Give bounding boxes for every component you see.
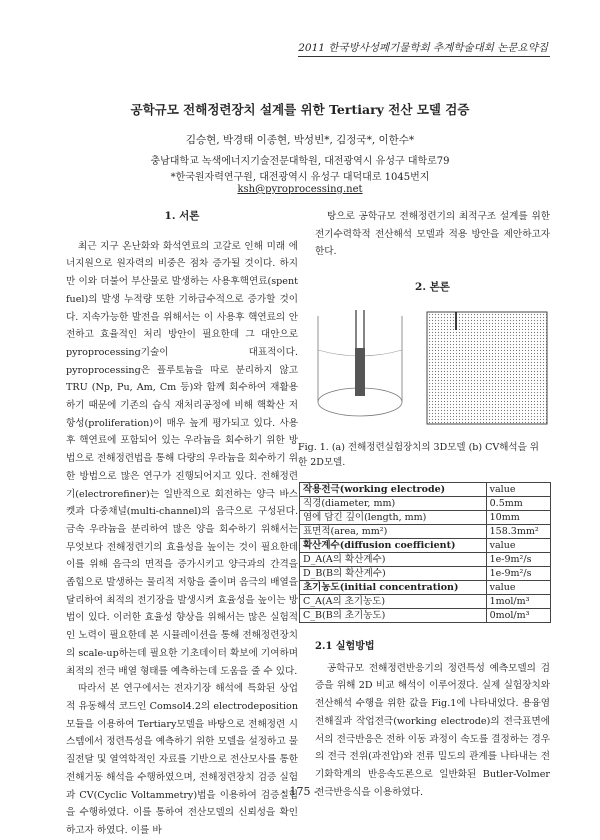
param-value: value xyxy=(486,483,550,497)
table-row xyxy=(300,539,551,553)
page-number: - 175 - xyxy=(282,785,318,798)
param-value: 1e-9m²/s xyxy=(486,567,550,581)
param-label: C_A(A의 초기농도) xyxy=(300,595,487,609)
param-label: 작용전극(working electrode) xyxy=(300,483,487,497)
author-email xyxy=(0,184,600,195)
affiliation-1: 충남대학교 녹색에너지기술전문대학원, 대전광역시 유성구 대학로79 xyxy=(150,156,450,167)
param-value: 1e-9m²/s xyxy=(486,553,550,567)
affiliation-2: *한국원자력연구원, 대전광역시 유성구 대덕대로 1045번지 xyxy=(170,172,430,183)
paper-authors: 김승현, 박경태 이종현, 박성빈*, 김정국*, 이한수* xyxy=(185,134,415,146)
paper-title: 공학규모 전해정련장치 설계를 위한 Tertiary 전산 모델 검증 xyxy=(130,102,470,117)
intro-heading: 1. 서론 xyxy=(164,210,200,222)
parameter-table xyxy=(299,482,551,623)
table-row xyxy=(300,553,551,567)
table-row xyxy=(300,595,551,609)
body-heading: 2. 본론 xyxy=(415,281,450,294)
intro-paragraph-2: 따라서 본 연구에서는 전자기장 해석에 특화된 상업적 유동해석 코드인 Comsol4.2의 electrodeposition 모듈을 이용하여 Tertiary모델을 바탕으로 전해정련 시스템에서 정련특성을 예측하기 위한 모델을 설정하고 물질전달 및 열역학적인 자료를 기반으로 전산모사를 통한 전해거동 해석을 수행하였으며, 전해정련장치 검증 실험과 CV(Cyclic Voltammetry)법을 이용하여 검증실험을 수행하였다. 이를 통하여 전산모델의 신뢰성을 확인하고자 하였다. 이를 바 xyxy=(66,683,298,836)
param-value: value xyxy=(486,539,550,553)
param-value: value xyxy=(486,581,550,595)
param-label: 초기농도(initial concentration) xyxy=(300,581,487,595)
intro-continuation: 탕으로 공학규모 전해정련기의 최적구조 설계를 위한 전기수력학적 전산해석 모델과 적용 방안을 제안하고자 한다. xyxy=(315,211,550,258)
figure-1b-2d-model xyxy=(425,310,550,428)
table-row xyxy=(300,483,551,497)
table-row xyxy=(300,497,551,511)
param-label: D_B(B의 확산계수) xyxy=(300,567,487,581)
figure-caption: Fig. 1. (a) 전해정련실험장치의 3D모델 (b) CV해석을 위한 2D모델. xyxy=(298,442,539,468)
table-row xyxy=(300,511,551,525)
param-label: 염에 담긴 깊이(length, mm) xyxy=(300,511,487,525)
table-row xyxy=(300,581,551,595)
table-row xyxy=(300,525,551,539)
param-value: 10mm xyxy=(486,511,550,525)
table-row xyxy=(300,609,551,623)
method-subheading: 2.1 실험방법 xyxy=(315,641,375,652)
param-label: C_B(B의 초기농도) xyxy=(300,609,487,623)
table-row xyxy=(300,567,551,581)
param-label: 표면적(area, mm²) xyxy=(300,525,487,539)
param-value: 0.5mm xyxy=(486,497,550,511)
right-column-bottom xyxy=(315,638,550,801)
param-value: 158.3mm² xyxy=(486,525,550,539)
param-value: 1mol/m³ xyxy=(486,595,550,609)
header-rule xyxy=(298,56,550,57)
right-column-top xyxy=(315,208,550,309)
param-label: 직경(diameter, mm) xyxy=(300,497,487,511)
figure-1a-3d-model xyxy=(300,310,420,428)
param-label: D_A(A의 확산계수) xyxy=(300,553,487,567)
param-value: 0mol/m³ xyxy=(486,609,550,623)
intro-paragraph-1: 최근 지구 온난화와 화석연료의 고갈로 인해 미래 에너지원으로 원자력의 비중은 점차 증가될 것이다. 하지만 이와 더불어 부산물로 발생하는 사용후핵연료(spent fuel)의 발생 누적량 또한 기하급수적으로 증가할 것이다. 지속가능한 발전을 위해서는 이 사용후 핵연료의 안전하고 효율적인 처리 방안이 필요한데 그 대안으로 pyroprocessing기술이 대표적이다. pyroprocessing은 플루토늄을 따로 분리하지 않고 TRU (Np, Pu, Am, Cm 등)와 함께 회수하여 재활용하기 때문에 기존의 습식 재처리공정에 비해 핵확산 저항성(proliferation)이 매우 높게 평가되고 있다. 사용후 핵연료에 포함되어 있는 우라늄을 회수하기 위한 방법으로 전해정련법을 통해 다량의 우라늄을 회수하기 위한 방법으로 많은 연구가 진행되어지고 있다. 전해정련기(electrorefiner)는 일반적으로 회전하는 양극 바스켓과 다중채널(multi-channel)의 음극으로 구성된다. 금속 우라늄을 분리하여 많은 양을 회수하기 위해서는 무엇보다 전해정련기의 효율성을 높이는 것이 필요한데 이를 위해 음극의 면적을 증가시키고 양극과의 간격을 좁힘으로 발생하는 물리적 저항을 줄이며 음극의 배열을 달리하여 최적의 전기장을 발생시켜 효율성을 높이는 방법이 있다. 이러한 효율성 향상을 위해서는 많은 실험적인 노력이 필요한데 본 시뮬레이션을 통해 전해정련장치의 scale-up하는데 필요한 기초데이터 확보에 기여하며 최적의 전극 배열 형태를 예측하는데 도움을 줄 수 있다. xyxy=(66,240,298,677)
param-label: 확산계수(diffusion coefficient) xyxy=(300,539,487,553)
running-header: 2011 한국방사성폐기물학회 추계학술대회 논문요약집 xyxy=(298,42,548,54)
left-column xyxy=(66,208,298,840)
method-paragraph: 공학규모 전해정련반응기의 정련특성 예측모델의 검증을 위해 2D 비교 해석이 이루어졌다. 실제 실험장치와 전산해석 수행을 위한 값을 Fig.1에 나타내었다. 용융염 전해질과 작업전극(working electrode)의 전극표면에서의 전극반응은 전하 이동 과정이 속도를 결정하는 경우의 전극 전위(과전압)와 전류 밀도의 관계를 나타내는 전기화학계의 반응속도론으로 일반화된 Butler-Volmer 전극반응식을 이용하였다. xyxy=(315,662,550,798)
email-link[interactable]: ksh@pyroprocessing.net xyxy=(237,184,363,195)
